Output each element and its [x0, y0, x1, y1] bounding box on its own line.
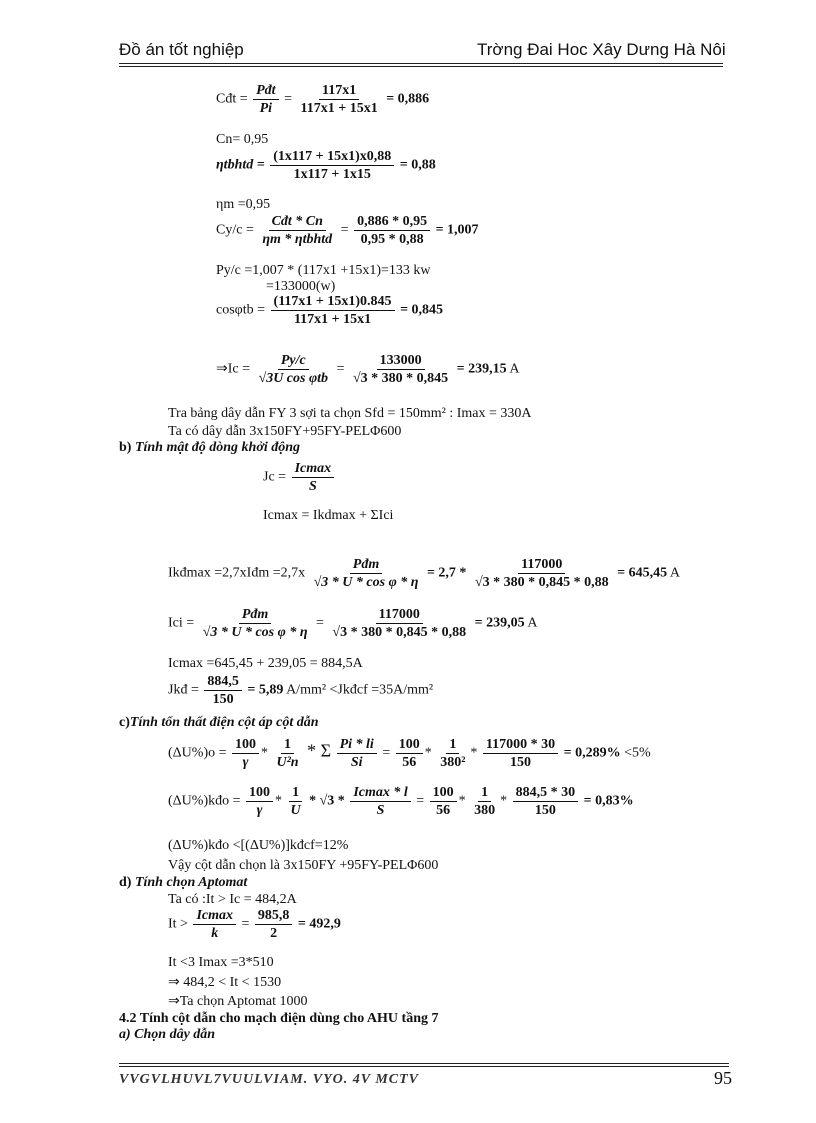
tra-bang: Tra bảng dây dẫn FY 3 sợi ta chọn Sfd = 150mm² : Imax = 330A	[168, 406, 532, 421]
footer-left: VVGVLHUVL7VUULVIAM. VYO. 4V MCTV	[119, 1072, 419, 1087]
footer-rule-2	[119, 1066, 729, 1067]
etam-line: ηm =0,95	[216, 197, 271, 212]
vay-line: Vậy cột dẫn chọn là 3x150FY +95FY-PELΦ600	[168, 858, 439, 873]
taco-it: Ta có :It > Ic = 484,2A	[168, 892, 297, 907]
section-d: d) Tính chọn Aptomat	[119, 875, 248, 890]
section-b: b) Tính mật độ dòng khởi động	[119, 440, 301, 455]
header-rule-2	[119, 66, 723, 67]
it-lt: It <3 Imax =3*510	[168, 955, 274, 970]
pyc-line-2: =133000(w)	[266, 279, 336, 294]
page-number: 95	[714, 1068, 732, 1088]
eq-ikd: Ikđmax =2,7xIđm =2,7x $\frac{\text{Pđm}}{\text{√3 * U * cos φ * η}}$ = 2,7 * $\frac{117000}{√3 * 380 * 0,845 * 0,88}$ = 645,45 A	[168, 557, 680, 590]
section-c: c)Tính tổn thất điện cột áp cột dẫn	[119, 715, 319, 730]
eq-du0: (ΔU%)o = $\frac{100}{\gamma}$ * $\frac{1}{\text{U²n}}$ * Σ $\frac{Pi * li}{Si}$ = $\frac{100}{56}$ * $\frac{1}{\text{380²}}$ * $\frac{117000 * 30}{150}$ = 0,289% <5%	[168, 737, 651, 770]
header-rule	[119, 63, 723, 64]
eq-cyc: Cy/c = $\frac{\text{Cđt * Cn}}{\text{ηm * ηtbhtd}}$ = $\frac{0,886 * 0,95}{0,95 * 0,88}$ = 1,007	[216, 214, 479, 247]
icmax-line: Icmax = Ikdmax + ΣIci	[263, 508, 394, 523]
section-4-2: 4.2 Tính cột dẫn cho mạch điện dùng cho AHU tầng 7	[119, 1011, 439, 1026]
eq-eta: ηtbhtd = $\frac{(1x117 + 15x1)x0,88}{1x117 + 1x15}$ = 0,88	[216, 149, 436, 182]
ta-co: Ta có dây dẫn 3x150FY+95FY-PELΦ600	[168, 424, 402, 439]
section-a: a) Chọn dây dẫn	[119, 1027, 216, 1042]
eq-ici: Ici = $\frac{\text{Pđm}}{\text{√3 * U * cos φ * η}}$ = $\frac{117000}{√3 * 380 * 0,845 * 0,88}$ = 239,05 A	[168, 607, 538, 640]
header-left: Đồ án tốt nghiệp	[119, 40, 244, 59]
eq-jc: Jc = $\frac{Icmax}{S}$	[263, 460, 336, 495]
it-choose: ⇒Ta chọn Aptomat 1000	[168, 994, 308, 1009]
footer-rule	[119, 1063, 729, 1064]
eq-dukd: (ΔU%)kđo = $\frac{100}{\gamma}$ * $\frac{1}{U}$ * √3 * $\frac{Icmax * l}{S}$ = $\frac{100}{56}$ * $\frac{1}{380}$ * $\frac{884,5 * 30}{150}$ = 0,83%	[168, 785, 634, 818]
du-compare: (ΔU%)kđo <[(ΔU%)]kđcf=12%	[168, 838, 349, 853]
eq-cos: cosφtb = $\frac{(117x1 + 15x1)0.845}{117x1 + 15x1}$ = 0,845	[216, 294, 444, 327]
it-range: ⇒ 484,2 < It < 1530	[168, 975, 282, 990]
icmax-value: Icmax =645,45 + 239,05 = 884,5A	[168, 656, 363, 671]
eq-cdt: Cđt = $\frac{\text{Pđt}}{Pi}$ = $\frac{117x1}{117x1 + 15x1}$ = 0,886	[216, 83, 430, 116]
eq-it: It > $\frac{Icmax}{k}$ = $\frac{985,8}{2}$ = 492,9	[168, 908, 341, 941]
eq-jkd: Jkđ = $\frac{884,5}{150}$ = 5,89 A/mm² <Jkđcf =35A/mm²	[168, 674, 434, 707]
cn-line: Cn= 0,95	[216, 132, 269, 147]
header-right: Trờng Đai Hoc Xây Dưng Hà Nôi	[477, 40, 726, 59]
pyc-line: Py/c =1,007 * (117x1 +15x1)=133 kw	[216, 263, 431, 278]
eq-ic: ⇒Ic = $\frac{Py/c}{\text{√3U cos φtb}}$ = $\frac{133000}{√3 * 380 * 0,845}$ = 239,15 A	[216, 353, 520, 386]
